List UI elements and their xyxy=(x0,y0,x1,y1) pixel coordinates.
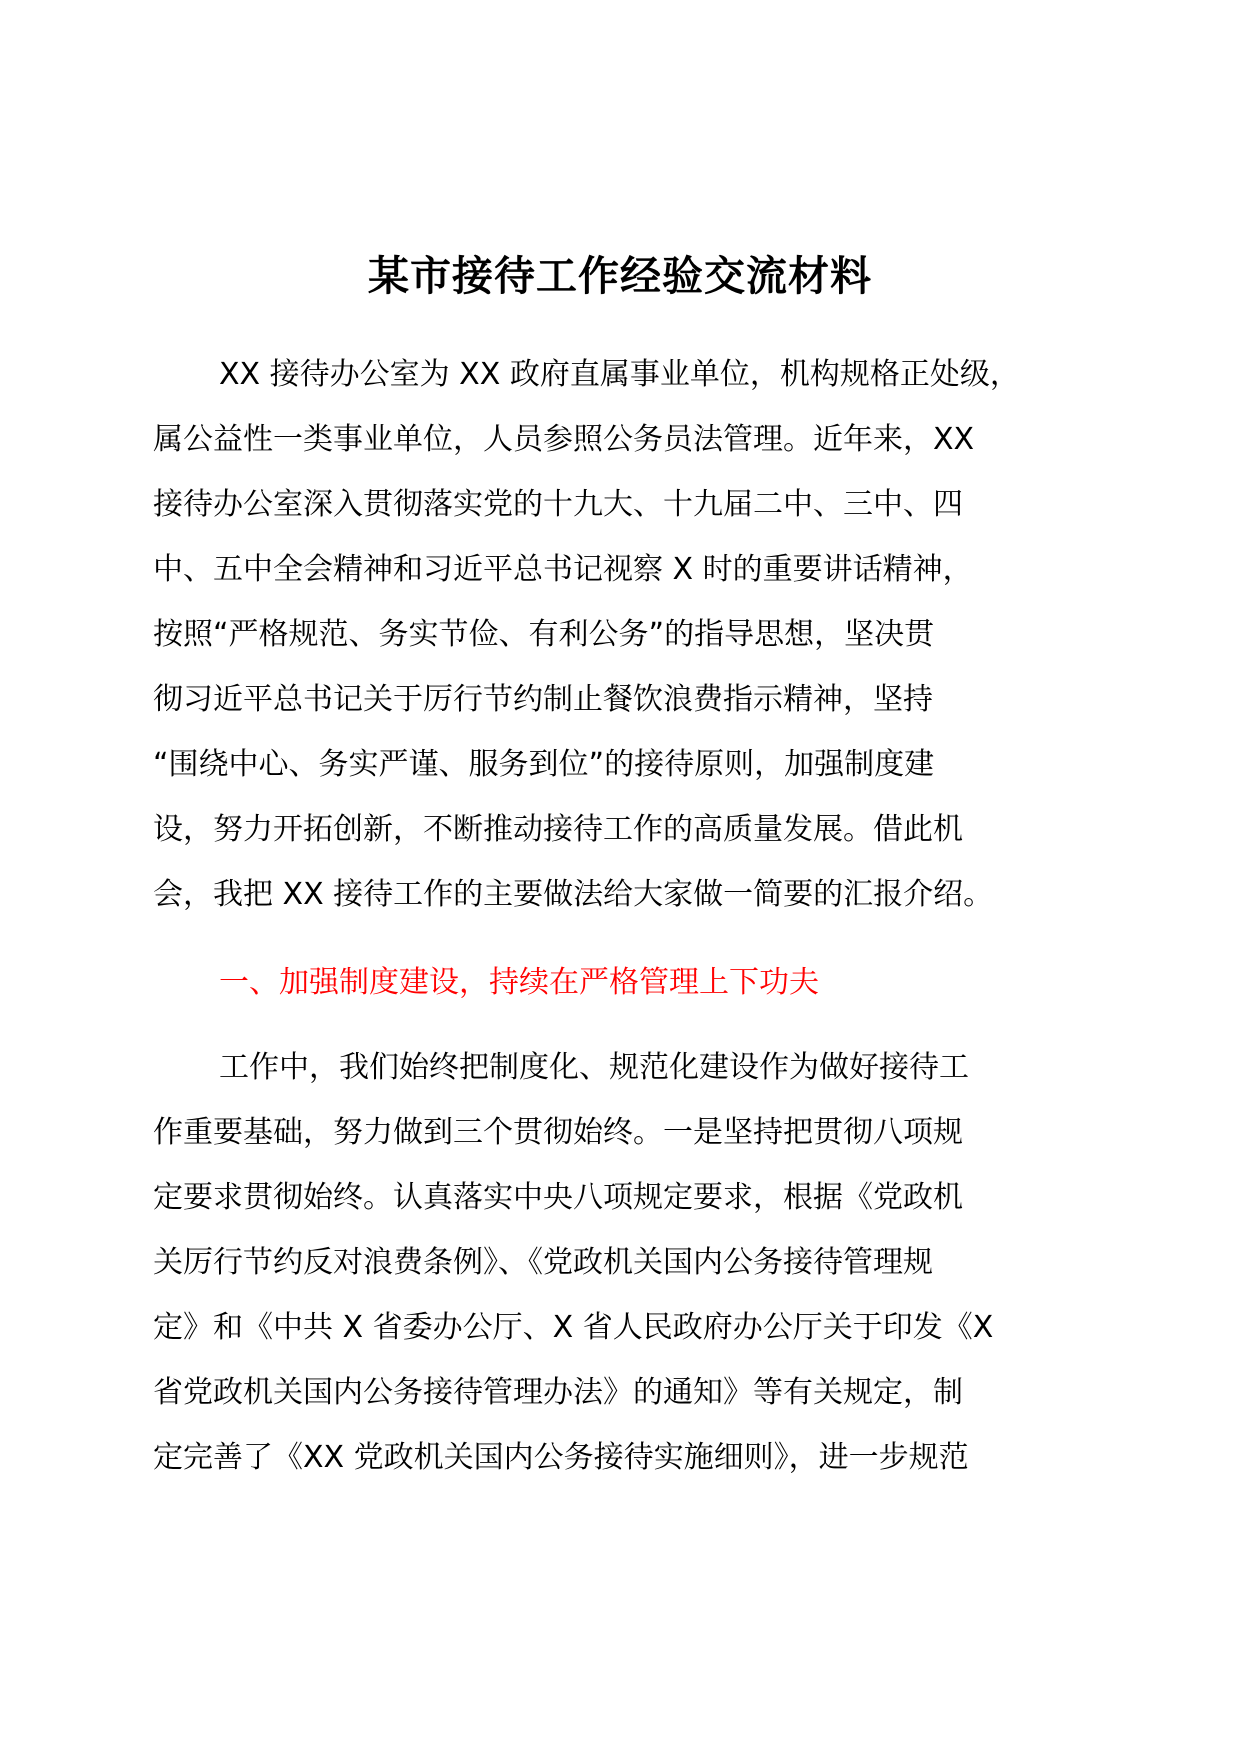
paragraph-section1 xyxy=(153,1035,1093,1490)
text-line: 定》和《中共 X 省委办公厅、X 省人民政府办公厅关于印发《X xyxy=(153,1310,994,1345)
text-line: 按照“严格规范、务实节俭、有利公务”的指导思想，坚决贯 xyxy=(153,617,935,652)
text-line: 接待办公室深入贯彻落实党的十九大、十九届二中、三中、四 xyxy=(153,487,963,522)
text-line: 工作中，我们始终把制度化、规范化建设作为做好接待工 xyxy=(219,1050,969,1085)
text-line: 定完善了《XX 党政机关国内公务接待实施细则》，进一步规范 xyxy=(153,1440,969,1475)
paragraph-intro xyxy=(153,342,1093,927)
text-line: 关厉行节约反对浪费条例》、《党政机关国内公务接待管理规 xyxy=(153,1245,933,1280)
section-heading: 一、加强制度建设，持续在严格管理上下功夫 xyxy=(219,965,819,1000)
text-line: 会，我把 XX 接待工作的主要做法给大家做一简要的汇报介绍。 xyxy=(153,877,994,912)
text-line: XX 接待办公室为 XX 政府直属事业单位，机构规格正处级， xyxy=(219,357,1020,392)
text-line: 属公益性一类事业单位，人员参照公务员法管理。近年来，XX xyxy=(153,422,975,457)
text-line: 中、五中全会精神和习近平总书记视察 X 时的重要讲话精神， xyxy=(153,552,973,587)
text-line: 彻习近平总书记关于厉行节约制止餐饮浪费指示精神，坚持 xyxy=(153,682,933,717)
text-line: 定要求贯彻始终。认真落实中央八项规定要求，根据《党政机 xyxy=(153,1180,963,1215)
text-line: 省党政机关国内公务接待管理办法》的通知》等有关规定，制 xyxy=(153,1375,963,1410)
text-line: “围绕中心、务实严谨、服务到位”的接待原则，加强制度建 xyxy=(153,747,935,782)
text-line: 作重要基础，努力做到三个贯彻始终。一是坚持把贯彻八项规 xyxy=(153,1115,963,1150)
text-line: 设，努力开拓创新，不断推动接待工作的高质量发展。借此机 xyxy=(153,812,963,847)
document-title: 某市接待工作经验交流材料 xyxy=(368,252,872,300)
